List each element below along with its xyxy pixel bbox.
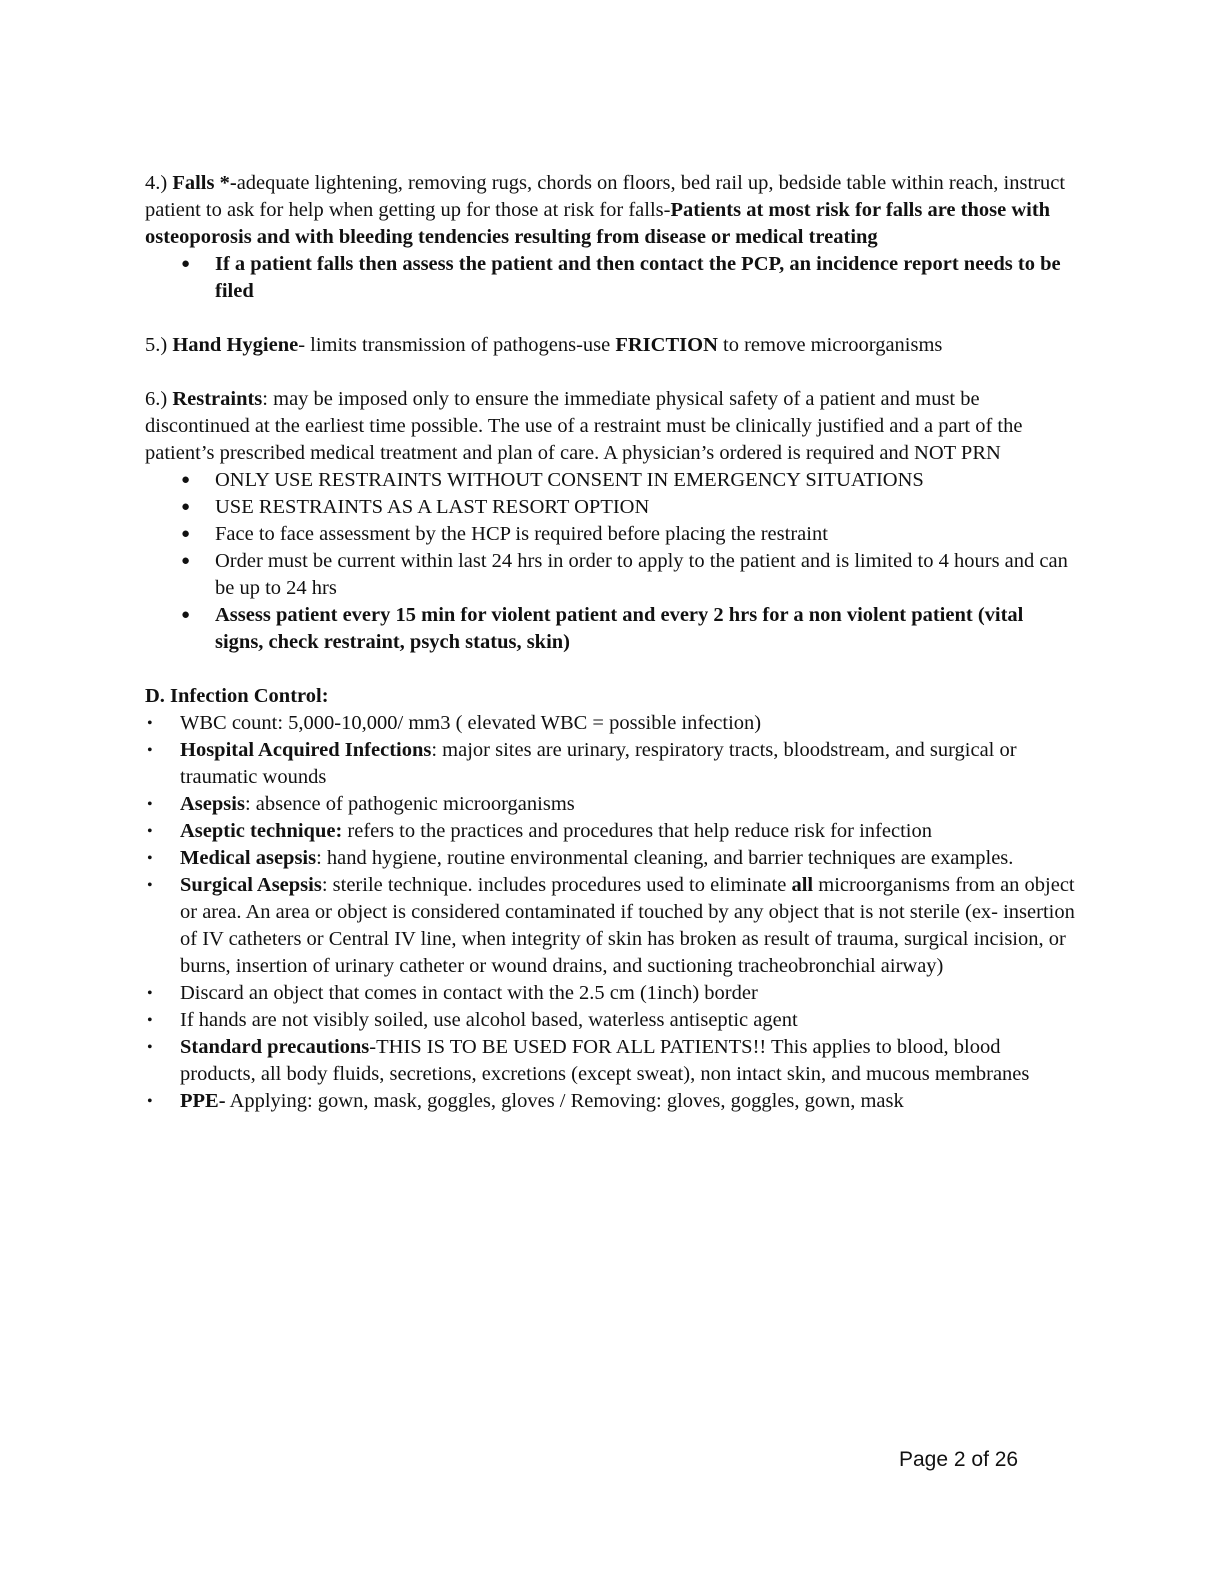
list-item: • WBC count: 5,000-10,000/ mm3 ( elevated WBC = possible infection) bbox=[180, 710, 1075, 737]
list-item: ● If a patient falls then assess the patient and then contact the PCP, an incidence report needs to be filed bbox=[215, 251, 1075, 305]
document-page bbox=[145, 170, 1075, 1115]
falls-bold-text: Patients at most risk for falls are those with osteoporosis and with bleeding tendencies resulting from disease or medical treating bbox=[145, 199, 1051, 248]
list-item: • If hands are not visibly soiled, use alcohol based, waterless antiseptic agent bbox=[180, 1007, 1075, 1034]
falls-title: Falls bbox=[172, 172, 215, 194]
infection-control-list bbox=[145, 710, 1075, 1115]
page-number: Page 2 of 26 bbox=[899, 1448, 1019, 1471]
falls-marker: *- bbox=[214, 172, 237, 194]
list-item: • Hospital Acquired Infections: major sites are urinary, respiratory tracts, bloodstream, and surgical or traumatic wounds bbox=[180, 737, 1075, 791]
restraints-bullet-list bbox=[145, 467, 1075, 656]
list-item: ● Face to face assessment by the HCP is required before placing the restraint bbox=[215, 521, 1075, 548]
list-item: • Aseptic technique: refers to the practices and procedures that help reduce risk for infection bbox=[180, 818, 1075, 845]
list-item: ● Order must be current within last 24 hrs in order to apply to the patient and is limited to 4 hours and can be up to 24 hrs bbox=[215, 548, 1075, 602]
restraints-paragraph: 6.) Restraints: may be imposed only to ensure the immediate physical safety of a patient and must be discontinued at the earliest time possible. The use of a restraint must be clinically justified and a part of the patient’s prescribed medical treatment and plan of care. A physician’s ordered is required and NOT PRN bbox=[145, 388, 1023, 464]
restraints-title: Restraints bbox=[172, 388, 263, 410]
list-item: • PPE- Applying: gown, mask, goggles, gloves / Removing: gloves, goggles, gown, mask bbox=[180, 1088, 1075, 1115]
list-item: • Standard precautions-THIS IS TO BE USED FOR ALL PATIENTS!! This applies to blood, blood products, all body fluids, secretions, excretions (except sweat), non intact skin, and mucous membranes bbox=[180, 1034, 1075, 1088]
hand-hygiene-title: Hand Hygiene bbox=[172, 334, 299, 356]
list-item: • Medical asepsis: hand hygiene, routine environmental cleaning, and barrier techniques are examples. bbox=[180, 845, 1075, 872]
list-item: ● USE RESTRAINTS AS A LAST RESORT OPTION bbox=[215, 494, 1075, 521]
infection-control-heading: D. Infection Control: bbox=[145, 685, 329, 707]
falls-bullet-list bbox=[145, 251, 1075, 305]
list-item: • Asepsis: absence of pathogenic microorganisms bbox=[180, 791, 1075, 818]
list-item: ● Assess patient every 15 min for violent patient and every 2 hrs for a non violent patient (vital signs, check restraint, psych status, skin) bbox=[215, 602, 1075, 656]
friction-emphasis: FRICTION bbox=[615, 334, 718, 356]
falls-paragraph bbox=[145, 170, 1075, 251]
list-item: • Surgical Asepsis: sterile technique. includes procedures used to eliminate all microorganisms from an object or area. An area or object is considered contaminated if touched by any object that is not sterile (ex- insertion of IV catheters or Central IV line, when integrity of skin has broken as result of trauma, surgical incision, or burns, insertion of urinary catheter or wound drains, and suctioning tracheobronchial airway) bbox=[180, 872, 1075, 980]
falls-number: 4.) bbox=[145, 172, 173, 194]
list-item: • Discard an object that comes in contact with the 2.5 cm (1inch) border bbox=[180, 980, 1075, 1007]
hand-hygiene-paragraph: 5.) Hand Hygiene- limits transmission of pathogens-use FRICTION to remove microorganisms bbox=[145, 334, 943, 356]
list-item: ● ONLY USE RESTRAINTS WITHOUT CONSENT IN EMERGENCY SITUATIONS bbox=[215, 467, 1075, 494]
falls-text: adequate lightening, removing rugs, chords on floors, bed rail up, bedside table within reach, instruct patient to ask for help when getting up for those at risk for falls- bbox=[145, 172, 1066, 221]
